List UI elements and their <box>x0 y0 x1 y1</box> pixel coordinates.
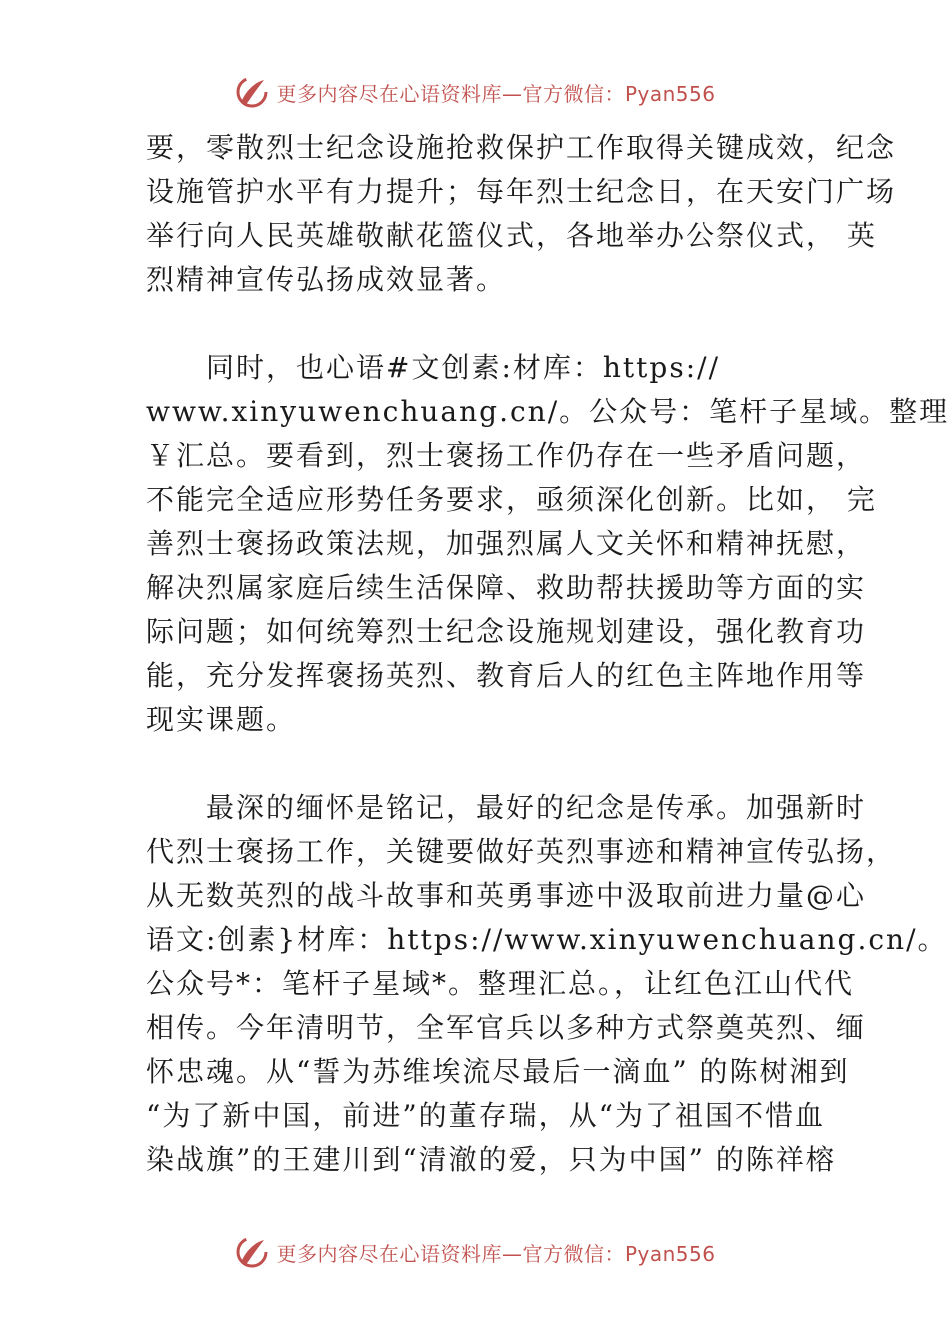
brush-logo-icon <box>234 74 270 110</box>
text-line: 善烈士褒扬政策法规，加强烈属人文关怀和精神抚慰， <box>146 527 867 560</box>
text-line: 烈精神宣传弘扬成效显著。 <box>146 263 507 296</box>
text-line: 解决烈属家庭后续生活保障、救助帮扶援助等方面的实 <box>146 571 867 604</box>
text-line: 举行向人民英雄敬献花篮仪式，各地举办公祭仪式， 英 <box>146 219 877 252</box>
text-line: 不能完全适应形势任务要求，亟须深化创新。比如， 完 <box>146 483 877 516</box>
text-line: 际问题；如何统筹烈士纪念设施规划建设，强化教育功 <box>146 615 867 648</box>
text-line: 现实课题。 <box>146 703 297 736</box>
text-line: 设施管护水平有力提升；每年烈士纪念日，在天安门广场 <box>146 175 897 208</box>
paragraph-1 <box>146 126 897 302</box>
text-line: 语文:创素}材库：https://www.xinyuwenchuang.cn/。 <box>146 923 948 956</box>
paragraph-gap <box>146 742 814 786</box>
paragraph-2 <box>146 346 950 742</box>
header-banner-text: 更多内容尽在心语资料库—官方微信：Pyan556 <box>276 81 716 106</box>
text-line: 公众号*：笔杆子星域*。整理汇总。，让红色江山代代 <box>146 967 855 1000</box>
text-line: 代烈士褒扬工作，关键要做好英烈事迹和精神宣传弘扬， <box>146 835 897 868</box>
paragraph-3 <box>146 786 948 1182</box>
text-line: 相传。今年清明节，全军官兵以多种方式祭奠英烈、缅 <box>146 1011 867 1044</box>
document-body <box>146 126 950 1182</box>
footer-banner <box>0 1230 950 1274</box>
text-line: 要，零散烈士纪念设施抢救保护工作取得关键成效，纪念 <box>146 131 897 164</box>
text-line: 最深的缅怀是铭记，最好的纪念是传承。加强新时 <box>146 791 867 824</box>
paragraph-gap <box>146 302 814 346</box>
text-line: 从无数英烈的战斗故事和英勇事迹中汲取前进力量@心 <box>146 879 867 912</box>
text-line: 怀忠魂。从“誓为苏维埃流尽最后一滴血” 的陈树湘到 <box>146 1055 850 1088</box>
text-line: “为了新中国，前进”的董存瑞，从“为了祖国不惜血 <box>146 1099 825 1132</box>
header-banner <box>0 70 950 114</box>
text-line: 染战旗”的王建川到“清澈的爱，只为中国” 的陈祥榕 <box>146 1143 836 1176</box>
text-line: 同时，也心语#文创素:材库：https:// <box>146 351 721 384</box>
text-line: 能，充分发挥褒扬英烈、教育后人的红色主阵地作用等 <box>146 659 867 692</box>
text-line: ￥汇总。要看到，烈士褒扬工作仍存在一些矛盾问题， <box>146 439 867 472</box>
text-line: www.xinyuwenchuang.cn/。公众号：笔杆子星域。整理 <box>146 395 950 428</box>
brush-logo-icon <box>234 1234 270 1270</box>
footer-banner-text: 更多内容尽在心语资料库—官方微信：Pyan556 <box>276 1241 716 1266</box>
